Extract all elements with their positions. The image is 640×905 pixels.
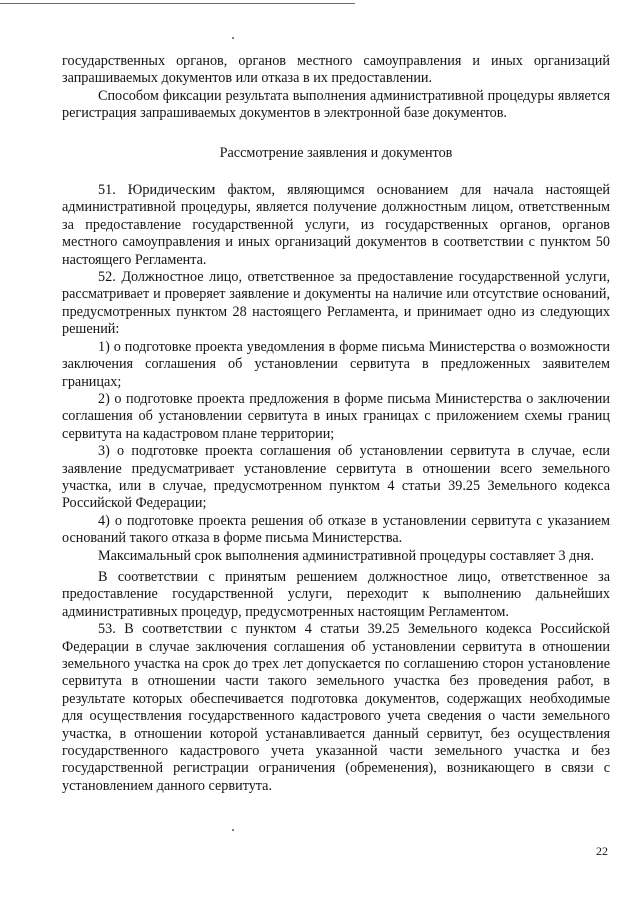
paragraph-max-term: Максимальный срок выполнения административной процедуры составляет 3 дня. bbox=[98, 547, 594, 564]
paragraph-53: 53. В соответствии с пунктом 4 статьи 39.25 Земельного кодекса Российской Федерации в случае заключения соглашения об установлении сервитута в отношении земельного участка на срок до трех лет допускается по соглашению сторон установление сервитута в отношении части такого земельного участка без проведения работ, в результате которых обеспечивается подготовка документов, содержащих необходимые для осуществления государственного кадастрового учета сведения о части земельного участка, в отношении которой устанавливается данный сервитут, без осуществления государственного кадастрового учета указанной части земельного участка и без государственной регистрации ограничения (обременения), возникающего в связи с установлением данного сервитута. bbox=[62, 621, 610, 794]
page-number: 22 bbox=[596, 844, 608, 858]
scan-speck bbox=[232, 37, 234, 39]
list-item-1: 1) о подготовке проекта уведомления в форме письма Министерства о возможности заключения соглашения об установлении сервитута в предложенных заявителем границах; bbox=[62, 338, 610, 390]
scan-speck bbox=[232, 829, 234, 831]
list-item-3: 3) о подготовке проекта соглашения об установлении сервитута в случае, если заявление предусматривает установление сервитута в отношении всего земельного участка, или в случае, предусмотренном пунктом 4 статьи 39.25 Земельного кодекса Российской Федерации; bbox=[62, 443, 610, 512]
document-body bbox=[62, 53, 610, 795]
paragraph-52: 52. Должностное лицо, ответственное за предоставление государственной услуги, рассматривает и проверяет заявление и документы на наличие или отсутствие оснований, предусмотренных пунктом 28 настоящего Регламента, и принимает одно из следующих решений: bbox=[62, 269, 610, 338]
paragraph-intro-continuation: государственных органов, органов местного самоуправления и иных организаций запрашиваемых документов или отказа в их предоставлении. bbox=[62, 53, 610, 87]
top-rule bbox=[0, 3, 355, 4]
list-item-2: 2) о подготовке проекта предложения в форме письма Министерства о заключении соглашения об установлении сервитута в иных границах с приложением схемы границ сервитута на кадастровом плане территории; bbox=[62, 390, 610, 442]
paragraph-51: 51. Юридическим фактом, являющимся основанием для начала настоящей административной процедуры, является получение должностным лицом, ответственным за предоставление государственной услуги, из государственных органов, органов местного самоуправления и иных организаций документов в соответствии с пунктом 50 настоящего Регламента. bbox=[62, 182, 610, 268]
section-heading: Рассмотрение заявления и документов bbox=[219, 144, 453, 161]
paragraph-fixation: Способом фиксации результата выполнения административной процедуры является регистрация запрашиваемых документов в электронной базе документов. bbox=[62, 87, 610, 122]
list-item-4: 4) о подготовке проекта решения об отказе в установлении сервитута с указанием оснований такого отказа в форме письма Министерства. bbox=[62, 512, 610, 547]
paragraph-decision: В соответствии с принятым решением должностное лицо, ответственное за предоставление государственной услуги, переходит к выполнению дальнейших административных процедур, предусмотренных настоящим Регламентом. bbox=[62, 568, 610, 620]
